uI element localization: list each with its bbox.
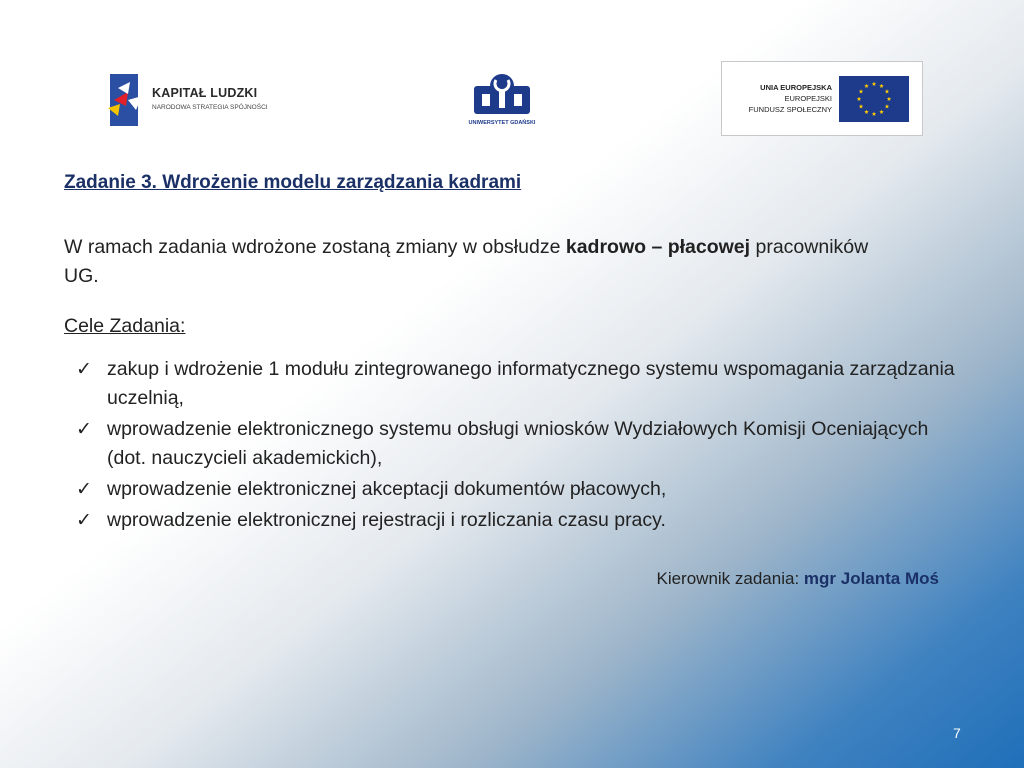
intro-text-after: pracowników UG. bbox=[64, 236, 869, 287]
eu-text-block bbox=[749, 82, 832, 115]
ug-name: UNIWERSYTET GDAŃSKI bbox=[468, 120, 536, 126]
eu-line-2: EUROPEJSKI bbox=[784, 94, 832, 103]
manager-label: Kierownik zadania: bbox=[656, 569, 804, 588]
check-icon: ✓ bbox=[76, 419, 92, 440]
kapital-ludzki-title: KAPITAŁ LUDZKI bbox=[152, 86, 258, 100]
slide-title: Zadanie 3. Wdrożenie modelu zarządzania kadrami bbox=[64, 172, 522, 193]
list-item bbox=[76, 355, 956, 413]
check-icon: ✓ bbox=[76, 479, 92, 500]
eu-flag-icon bbox=[839, 76, 909, 122]
manager-name: mgr Jolanta Moś bbox=[803, 569, 939, 588]
goal-text: wprowadzenie elektronicznego systemu obsługi wniosków Wydziałowych Komisji Oceniających (dot. nauczycieli akademickich), bbox=[107, 418, 929, 469]
kapital-ludzki-emblem-icon bbox=[106, 70, 150, 128]
check-icon: ✓ bbox=[76, 359, 92, 380]
ug-emblem-icon bbox=[462, 72, 542, 118]
kapital-ludzki-logo bbox=[106, 70, 286, 130]
goal-text: wprowadzenie elektronicznej rejestracji i rozliczania czasu pracy. bbox=[107, 509, 666, 531]
intro-bold-term: kadrowo – płacowej bbox=[565, 236, 751, 258]
goal-text: wprowadzenie elektronicznej akceptacji dokumentów płacowych, bbox=[107, 478, 667, 500]
list-item bbox=[76, 506, 956, 535]
goals-list bbox=[76, 355, 956, 537]
intro-paragraph bbox=[64, 233, 884, 291]
eu-line-1: UNIA EUROPEJSKA bbox=[760, 83, 832, 92]
list-item bbox=[76, 415, 956, 473]
check-icon: ✓ bbox=[76, 510, 92, 531]
eu-logo bbox=[721, 61, 923, 136]
kapital-ludzki-subtitle: NARODOWA STRATEGIA SPÓJNOŚCI bbox=[152, 104, 268, 111]
task-manager bbox=[656, 569, 939, 589]
list-item bbox=[76, 475, 956, 504]
page-number: 7 bbox=[953, 725, 961, 741]
ug-logo bbox=[462, 72, 542, 130]
eu-line-3: FUNDUSZ SPOŁECZNY bbox=[748, 105, 832, 114]
intro-text-before: W ramach zadania wdrożone zostaną zmiany w obsłudze bbox=[64, 236, 566, 258]
goal-text: zakup i wdrożenie 1 modułu zintegrowanego informatycznego systemu wspomagania zarządzania uczelnią, bbox=[107, 358, 955, 409]
goals-heading: Cele Zadania: bbox=[64, 315, 186, 337]
